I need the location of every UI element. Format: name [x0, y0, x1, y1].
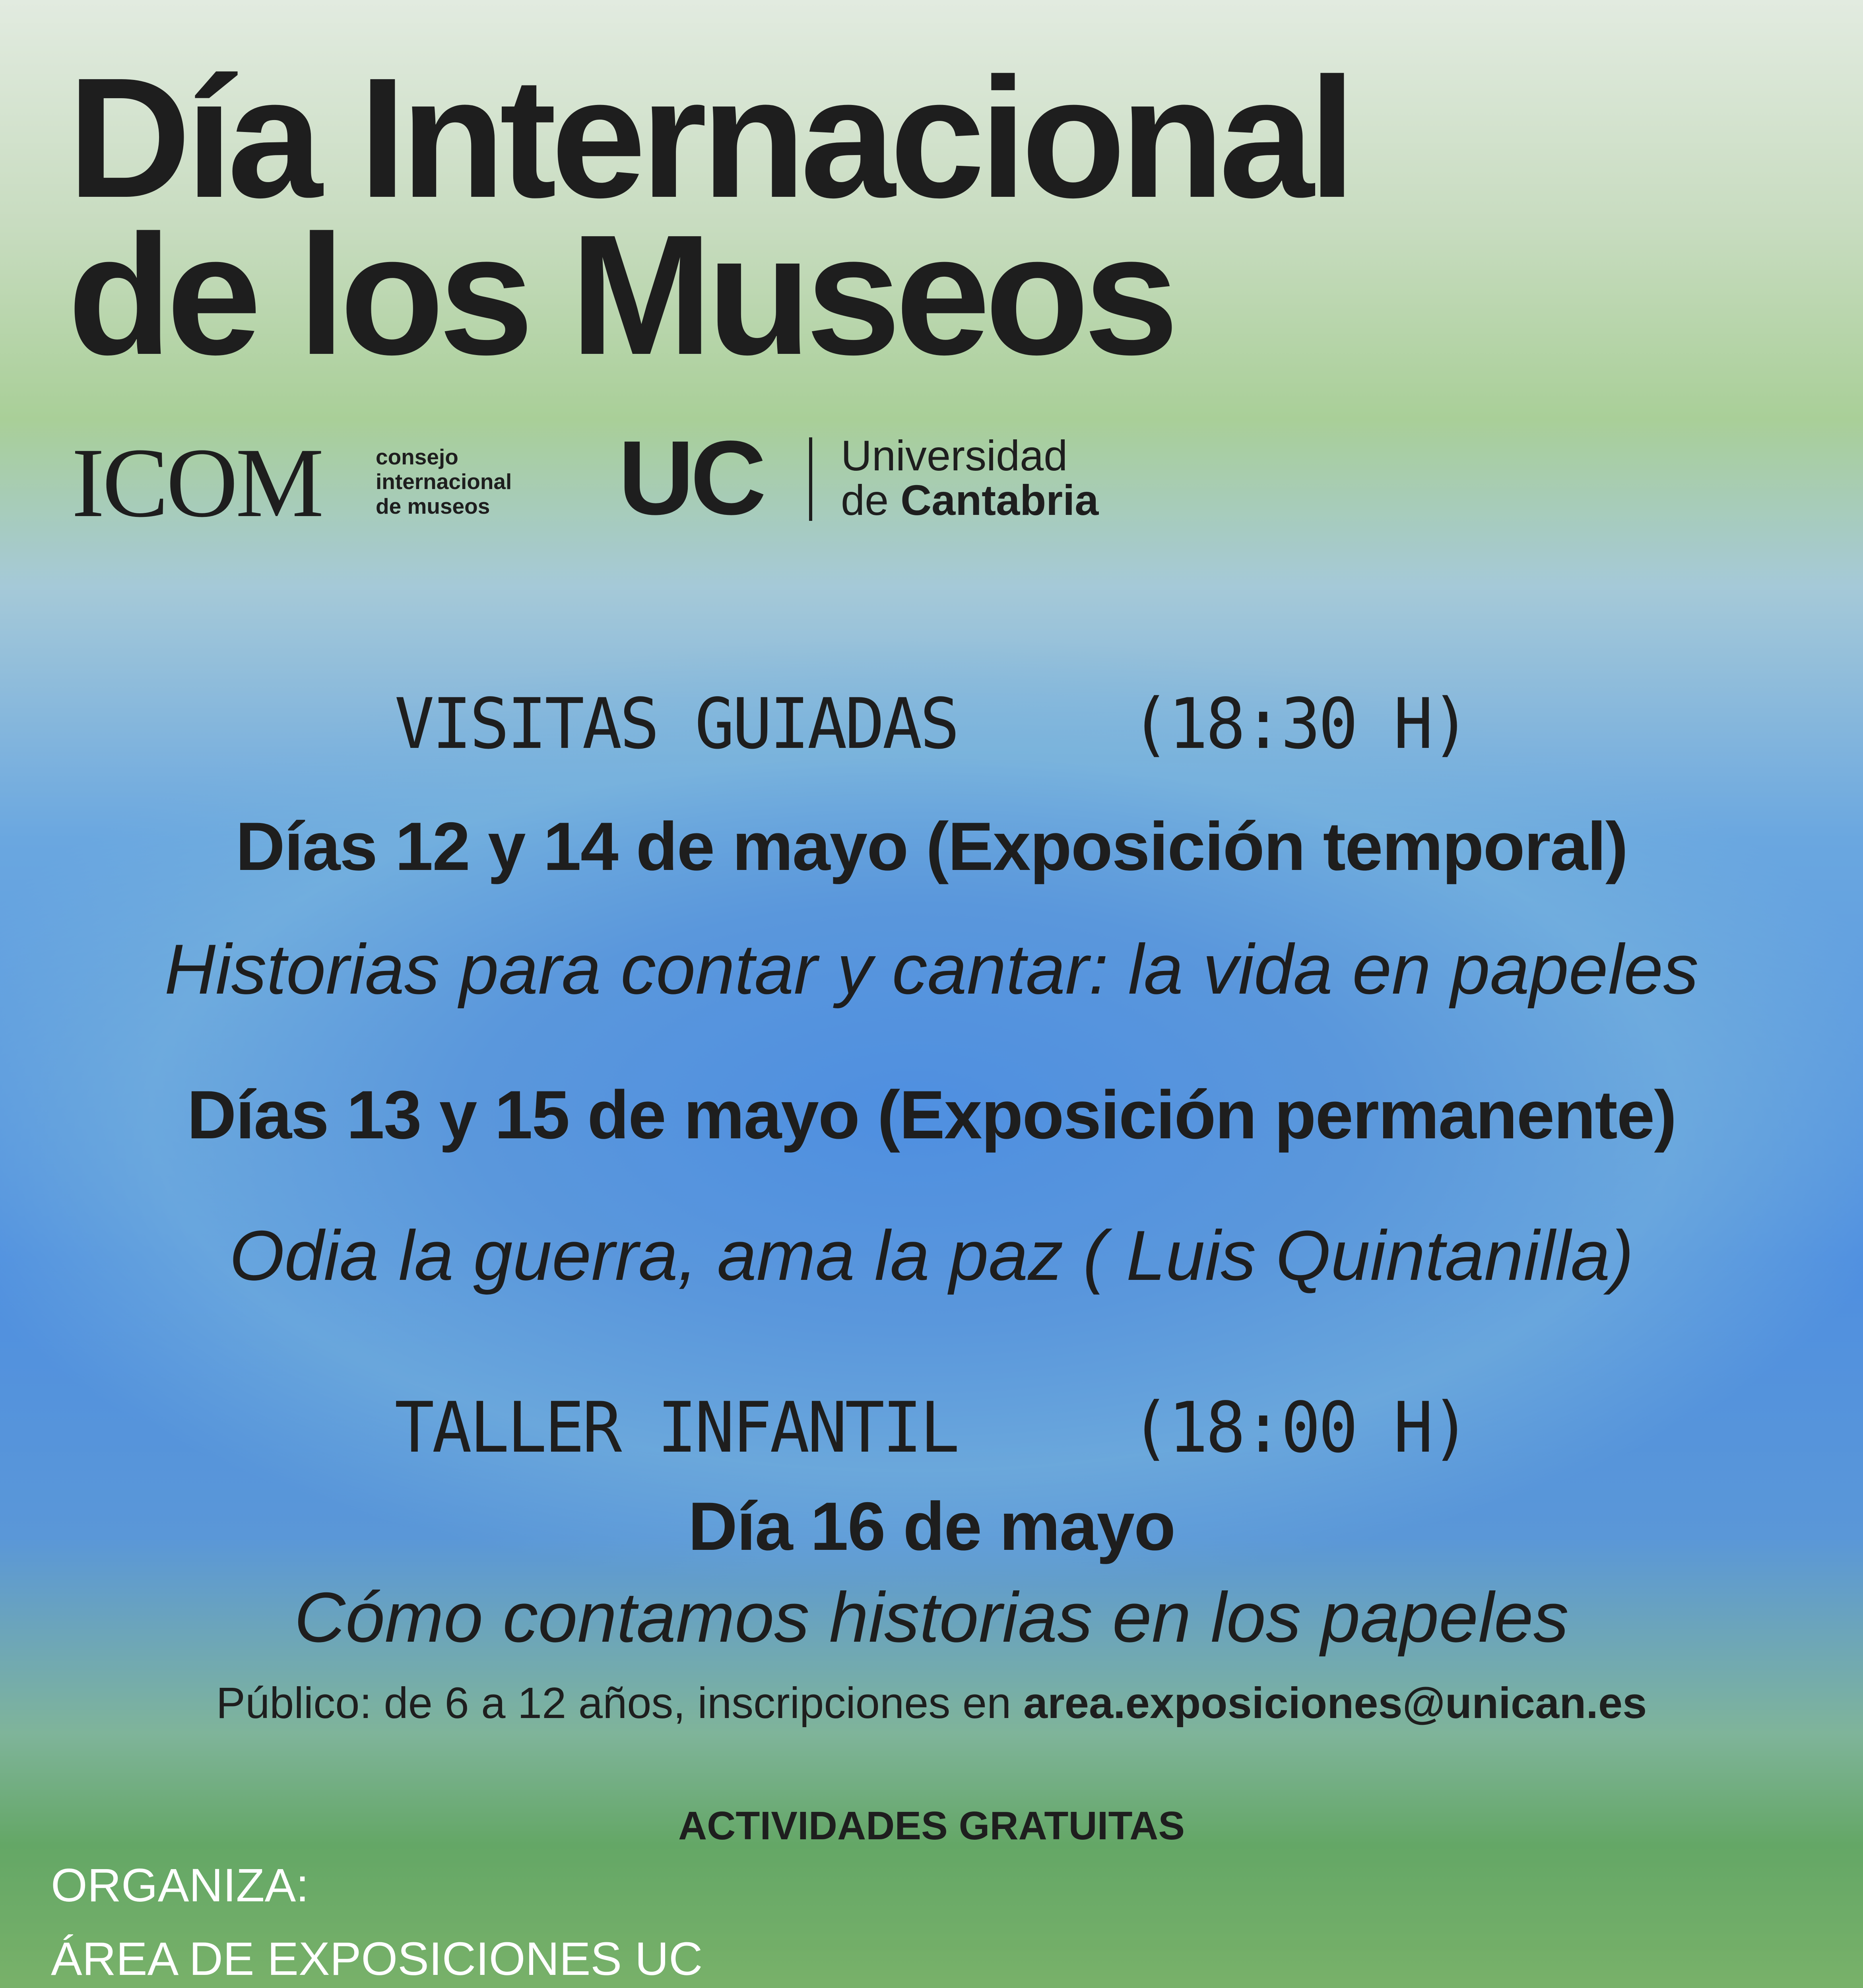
logo-divider — [809, 437, 812, 521]
visitas-day-1: Días 12 y 14 de mayo (Exposición temporal) — [235, 808, 1628, 885]
organiza-block — [51, 1849, 1613, 1988]
taller-public: Público: de 6 a 12 años, inscripciones en area.exposiciones@unican.es — [216, 1679, 1647, 1728]
organiza-line-1: ÁREA DE EXPOSICIONES UC — [51, 1933, 703, 1985]
icom-logo: ICOM — [72, 428, 322, 538]
icom-subtitle: consejo internacional de museos — [376, 445, 512, 518]
visitas-label: VISITAS GUIADAS — [394, 684, 958, 765]
email-link[interactable]: area.exposiciones@unican.es — [1023, 1679, 1647, 1728]
visitas-heading — [47, 684, 1816, 765]
taller-title: Cómo contamos historias en los papeles — [294, 1578, 1569, 1657]
visitas-day-2: Días 13 y 15 de mayo (Exposición permanente) — [187, 1077, 1676, 1153]
taller-day: Día 16 de mayo — [688, 1488, 1175, 1565]
gratuitas-label: ACTIVIDADES GRATUITAS — [678, 1804, 1185, 1848]
taller-time: (18:00 H) — [1131, 1388, 1469, 1468]
title-line-2: de los Museos — [68, 200, 1173, 390]
visitas-title-1: Historias para contar y cantar: la vida en papeles — [164, 930, 1699, 1009]
uc-name: Universidad de Cantabria — [841, 431, 1099, 524]
poster-title — [68, 43, 1351, 390]
visitas-title-2: Odia la guerra, ama la paz ( Luis Quintanilla) — [229, 1216, 1634, 1295]
uc-logo: UC — [618, 419, 763, 537]
taller-label: TALLER INFANTIL — [394, 1388, 958, 1468]
organiza-label: ORGANIZA: — [51, 1859, 309, 1912]
taller-heading — [47, 1388, 1816, 1468]
title-line-1: Día Internacional — [68, 43, 1351, 233]
visitas-time: (18:30 H) — [1131, 684, 1469, 765]
